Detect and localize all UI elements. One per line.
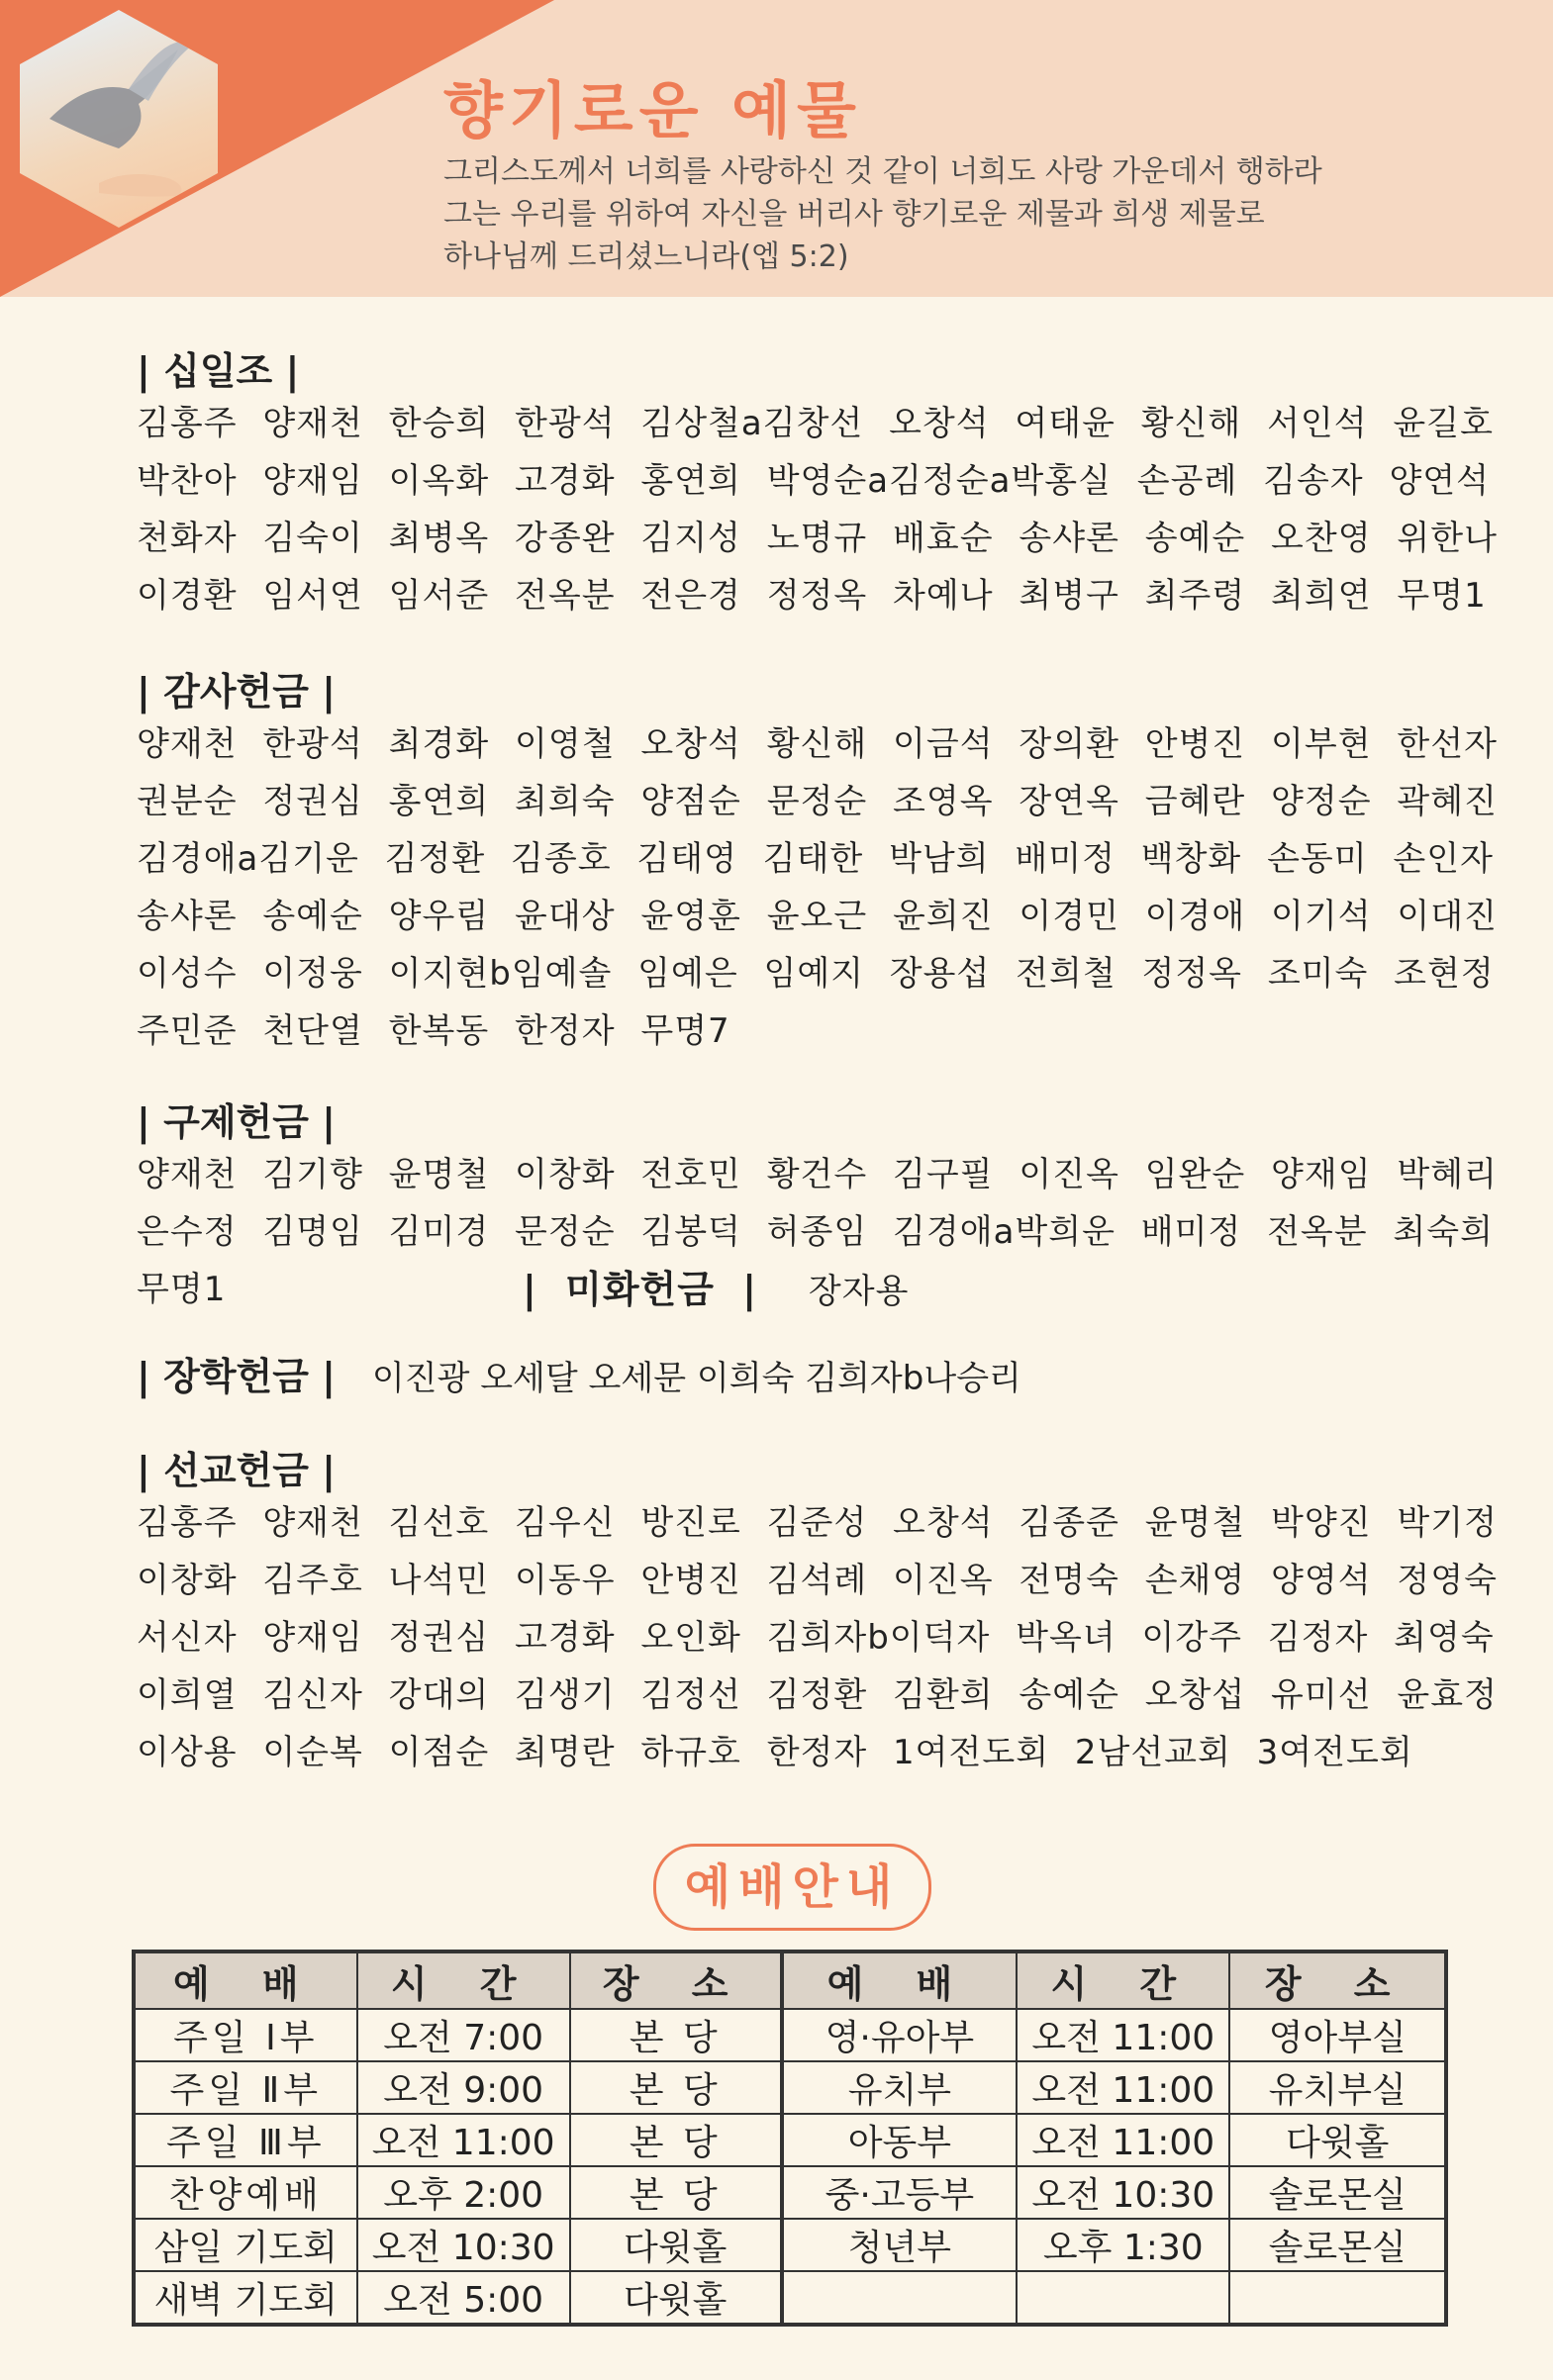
service-cell: 중·고등부 xyxy=(782,2166,1018,2219)
place-cell: 본 당 xyxy=(570,2114,782,2166)
verse-line: 그는 우리를 위하여 자신을 버리사 향기로운 제물과 희생 제물로 xyxy=(443,197,1265,232)
empty-cell xyxy=(1229,2271,1446,2325)
col-service: 예 배 xyxy=(782,1952,1018,2009)
relief-offering-section xyxy=(137,1092,1498,1318)
bible-verse xyxy=(443,150,1483,278)
thanks-offering-section xyxy=(137,661,1498,1060)
worship-schedule-table xyxy=(132,1950,1448,2327)
service-cell: 청년부 xyxy=(782,2219,1018,2271)
tithe-names xyxy=(137,395,1498,624)
time-cell: 오전 7:00 xyxy=(357,2009,570,2061)
name-line: 이상용 이순복 이점순 최명란 하규호 한정자 1여전도회 2남선교회 3여전도회 xyxy=(137,1733,1413,1772)
service-cell: 아동부 xyxy=(782,2114,1018,2166)
beautify-offering-names: 장자용 xyxy=(808,1272,910,1311)
col-service: 예 배 xyxy=(134,1952,357,2009)
mission-offering-heading: | 선교헌금 | xyxy=(137,1449,337,1492)
name-line: 서신자 양재임 정권심 고경화 오인화 김희자b이덕자 박옥녀 이강주 김정자 최영숙 xyxy=(137,1618,1495,1658)
place-cell: 다윗홀 xyxy=(570,2271,782,2325)
verse-line: 그리스도께서 너희를 사랑하신 것 같이 너희도 사랑 가운데서 행하라 xyxy=(443,154,1322,189)
service-cell: 주일 Ⅰ부 xyxy=(134,2009,357,2061)
beautify-offering xyxy=(523,1261,909,1320)
time-cell: 오전 11:00 xyxy=(357,2114,570,2166)
worship-guide-badge: 예배안내 xyxy=(653,1844,931,1931)
col-time: 시 간 xyxy=(357,1952,570,2009)
name-line: 이성수 이정웅 이지현b임예솔 임예은 임예지 장용섭 전희철 정정옥 조미숙 조현정 xyxy=(137,954,1495,994)
scholarship-offering-names: 이진광 오세달 오세문 이희숙 김희자b나승리 xyxy=(371,1359,1021,1398)
table-row xyxy=(134,2166,1446,2219)
table-row xyxy=(134,2114,1446,2166)
relief-offering-names xyxy=(137,1146,1498,1318)
name-line: 주민준 천단열 한복동 한정자 무명7 xyxy=(137,1011,730,1051)
relief-last-line: 무명1 xyxy=(137,1270,227,1309)
time-cell: 오전 5:00 xyxy=(357,2271,570,2325)
relief-offering-heading: | 구제헌금 | xyxy=(137,1100,337,1144)
service-cell: 주일 Ⅲ부 xyxy=(134,2114,357,2166)
col-place: 장 소 xyxy=(570,1952,782,2009)
time-cell: 오전 10:30 xyxy=(1017,2166,1229,2219)
table-row xyxy=(134,2009,1446,2061)
table-row xyxy=(134,2271,1446,2325)
name-line: 김홍주 양재천 김선호 김우신 방진로 김준성 오창석 김종준 윤명철 박양진 박기정 xyxy=(137,1503,1498,1543)
thanks-offering-heading: | 감사헌금 | xyxy=(137,670,337,714)
table-row xyxy=(134,2061,1446,2114)
col-place: 장 소 xyxy=(1229,1952,1446,2009)
place-cell: 본 당 xyxy=(570,2061,782,2114)
scholarship-offering-heading: | 장학헌금 | xyxy=(137,1355,337,1398)
place-cell: 다윗홀 xyxy=(1229,2114,1446,2166)
time-cell: 오전 11:00 xyxy=(1017,2009,1229,2061)
place-cell: 본 당 xyxy=(570,2166,782,2219)
name-line: 김홍주 양재천 한승희 한광석 김상철a김창선 오창석 여태윤 황신해 서인석 윤길호 xyxy=(137,404,1494,443)
verse-line: 하나님께 드리셨느니라(엡 5:2) xyxy=(443,239,849,274)
tithe-section xyxy=(137,340,1498,624)
place-cell: 본 당 xyxy=(570,2009,782,2061)
name-line: 이희열 김신자 강대의 김생기 김정선 김정환 김환희 송예순 오창섭 유미선 윤효정 xyxy=(137,1675,1498,1715)
place-cell: 유치부실 xyxy=(1229,2061,1446,2114)
tithe-heading: | 십일조 | xyxy=(137,349,300,393)
time-cell: 오전 9:00 xyxy=(357,2061,570,2114)
scholarship-offering-section xyxy=(137,1348,1433,1407)
time-cell: 오전 11:00 xyxy=(1017,2114,1229,2166)
thanks-offering-names xyxy=(137,715,1498,1060)
name-line: 은수정 김명임 김미경 문정순 김봉덕 허종임 김경애a박희운 배미정 전옥분 최숙희 xyxy=(137,1212,1494,1252)
service-cell: 삼일 기도회 xyxy=(134,2219,357,2271)
place-cell: 다윗홀 xyxy=(570,2219,782,2271)
service-cell: 주일 Ⅱ부 xyxy=(134,2061,357,2114)
name-line xyxy=(137,1261,1433,1318)
place-cell: 솔로몬실 xyxy=(1229,2219,1446,2271)
empty-cell xyxy=(1017,2271,1229,2325)
table-row xyxy=(134,2219,1446,2271)
service-cell: 유치부 xyxy=(782,2061,1018,2114)
time-cell: 오후 1:30 xyxy=(1017,2219,1229,2271)
name-line: 이경환 임서연 임서준 전옥분 전은경 정정옥 차예나 최병구 최주령 최희연 무명1 xyxy=(137,576,1487,616)
time-cell: 오전 11:00 xyxy=(1017,2061,1229,2114)
name-line: 권분순 정권심 홍연희 최희숙 양점순 문정순 조영옥 장연옥 금혜란 양정순 곽혜진 xyxy=(137,782,1498,821)
table-header-row xyxy=(134,1952,1446,2009)
place-cell: 솔로몬실 xyxy=(1229,2166,1446,2219)
empty-cell xyxy=(782,2271,1018,2325)
name-line: 김경애a김기운 김정환 김종호 김태영 김태한 박남희 배미정 백창화 손동미 손인자 xyxy=(137,839,1494,879)
page-title: 향기로운 예물 xyxy=(443,74,862,146)
name-line: 박찬아 양재임 이옥화 고경화 홍연희 박영순a김정순a박홍실 손공례 김송자 양연석 xyxy=(137,461,1490,501)
mission-offering-names xyxy=(137,1494,1498,1781)
place-cell: 영아부실 xyxy=(1229,2009,1446,2061)
col-time: 시 간 xyxy=(1017,1952,1229,2009)
service-cell: 새벽 기도회 xyxy=(134,2271,357,2325)
beautify-offering-heading: | 미화헌금 | xyxy=(523,1268,758,1311)
time-cell: 오전 10:30 xyxy=(357,2219,570,2271)
name-line: 양재천 한광석 최경화 이영철 오창석 황신해 이금석 장의환 안병진 이부현 한선자 xyxy=(137,724,1498,764)
name-line: 양재천 김기향 윤명철 이창화 전호민 황건수 김구필 이진옥 임완순 양재임 박혜리 xyxy=(137,1155,1498,1194)
name-line: 천화자 김숙이 최병옥 강종완 김지성 노명규 배효순 송샤론 송예순 오찬영 위한나 xyxy=(137,519,1498,558)
name-line: 이창화 김주호 나석민 이동우 안병진 김석례 이진옥 전명숙 손채영 양영석 정영숙 xyxy=(137,1561,1498,1600)
name-line: 송샤론 송예순 양우림 윤대상 윤영훈 윤오근 윤희진 이경민 이경애 이기석 이대진 xyxy=(137,897,1498,936)
header-banner xyxy=(0,0,1553,297)
service-cell: 영·유아부 xyxy=(782,2009,1018,2061)
time-cell: 오후 2:00 xyxy=(357,2166,570,2219)
service-cell: 찬양예배 xyxy=(134,2166,357,2219)
mission-offering-section xyxy=(137,1440,1498,1781)
